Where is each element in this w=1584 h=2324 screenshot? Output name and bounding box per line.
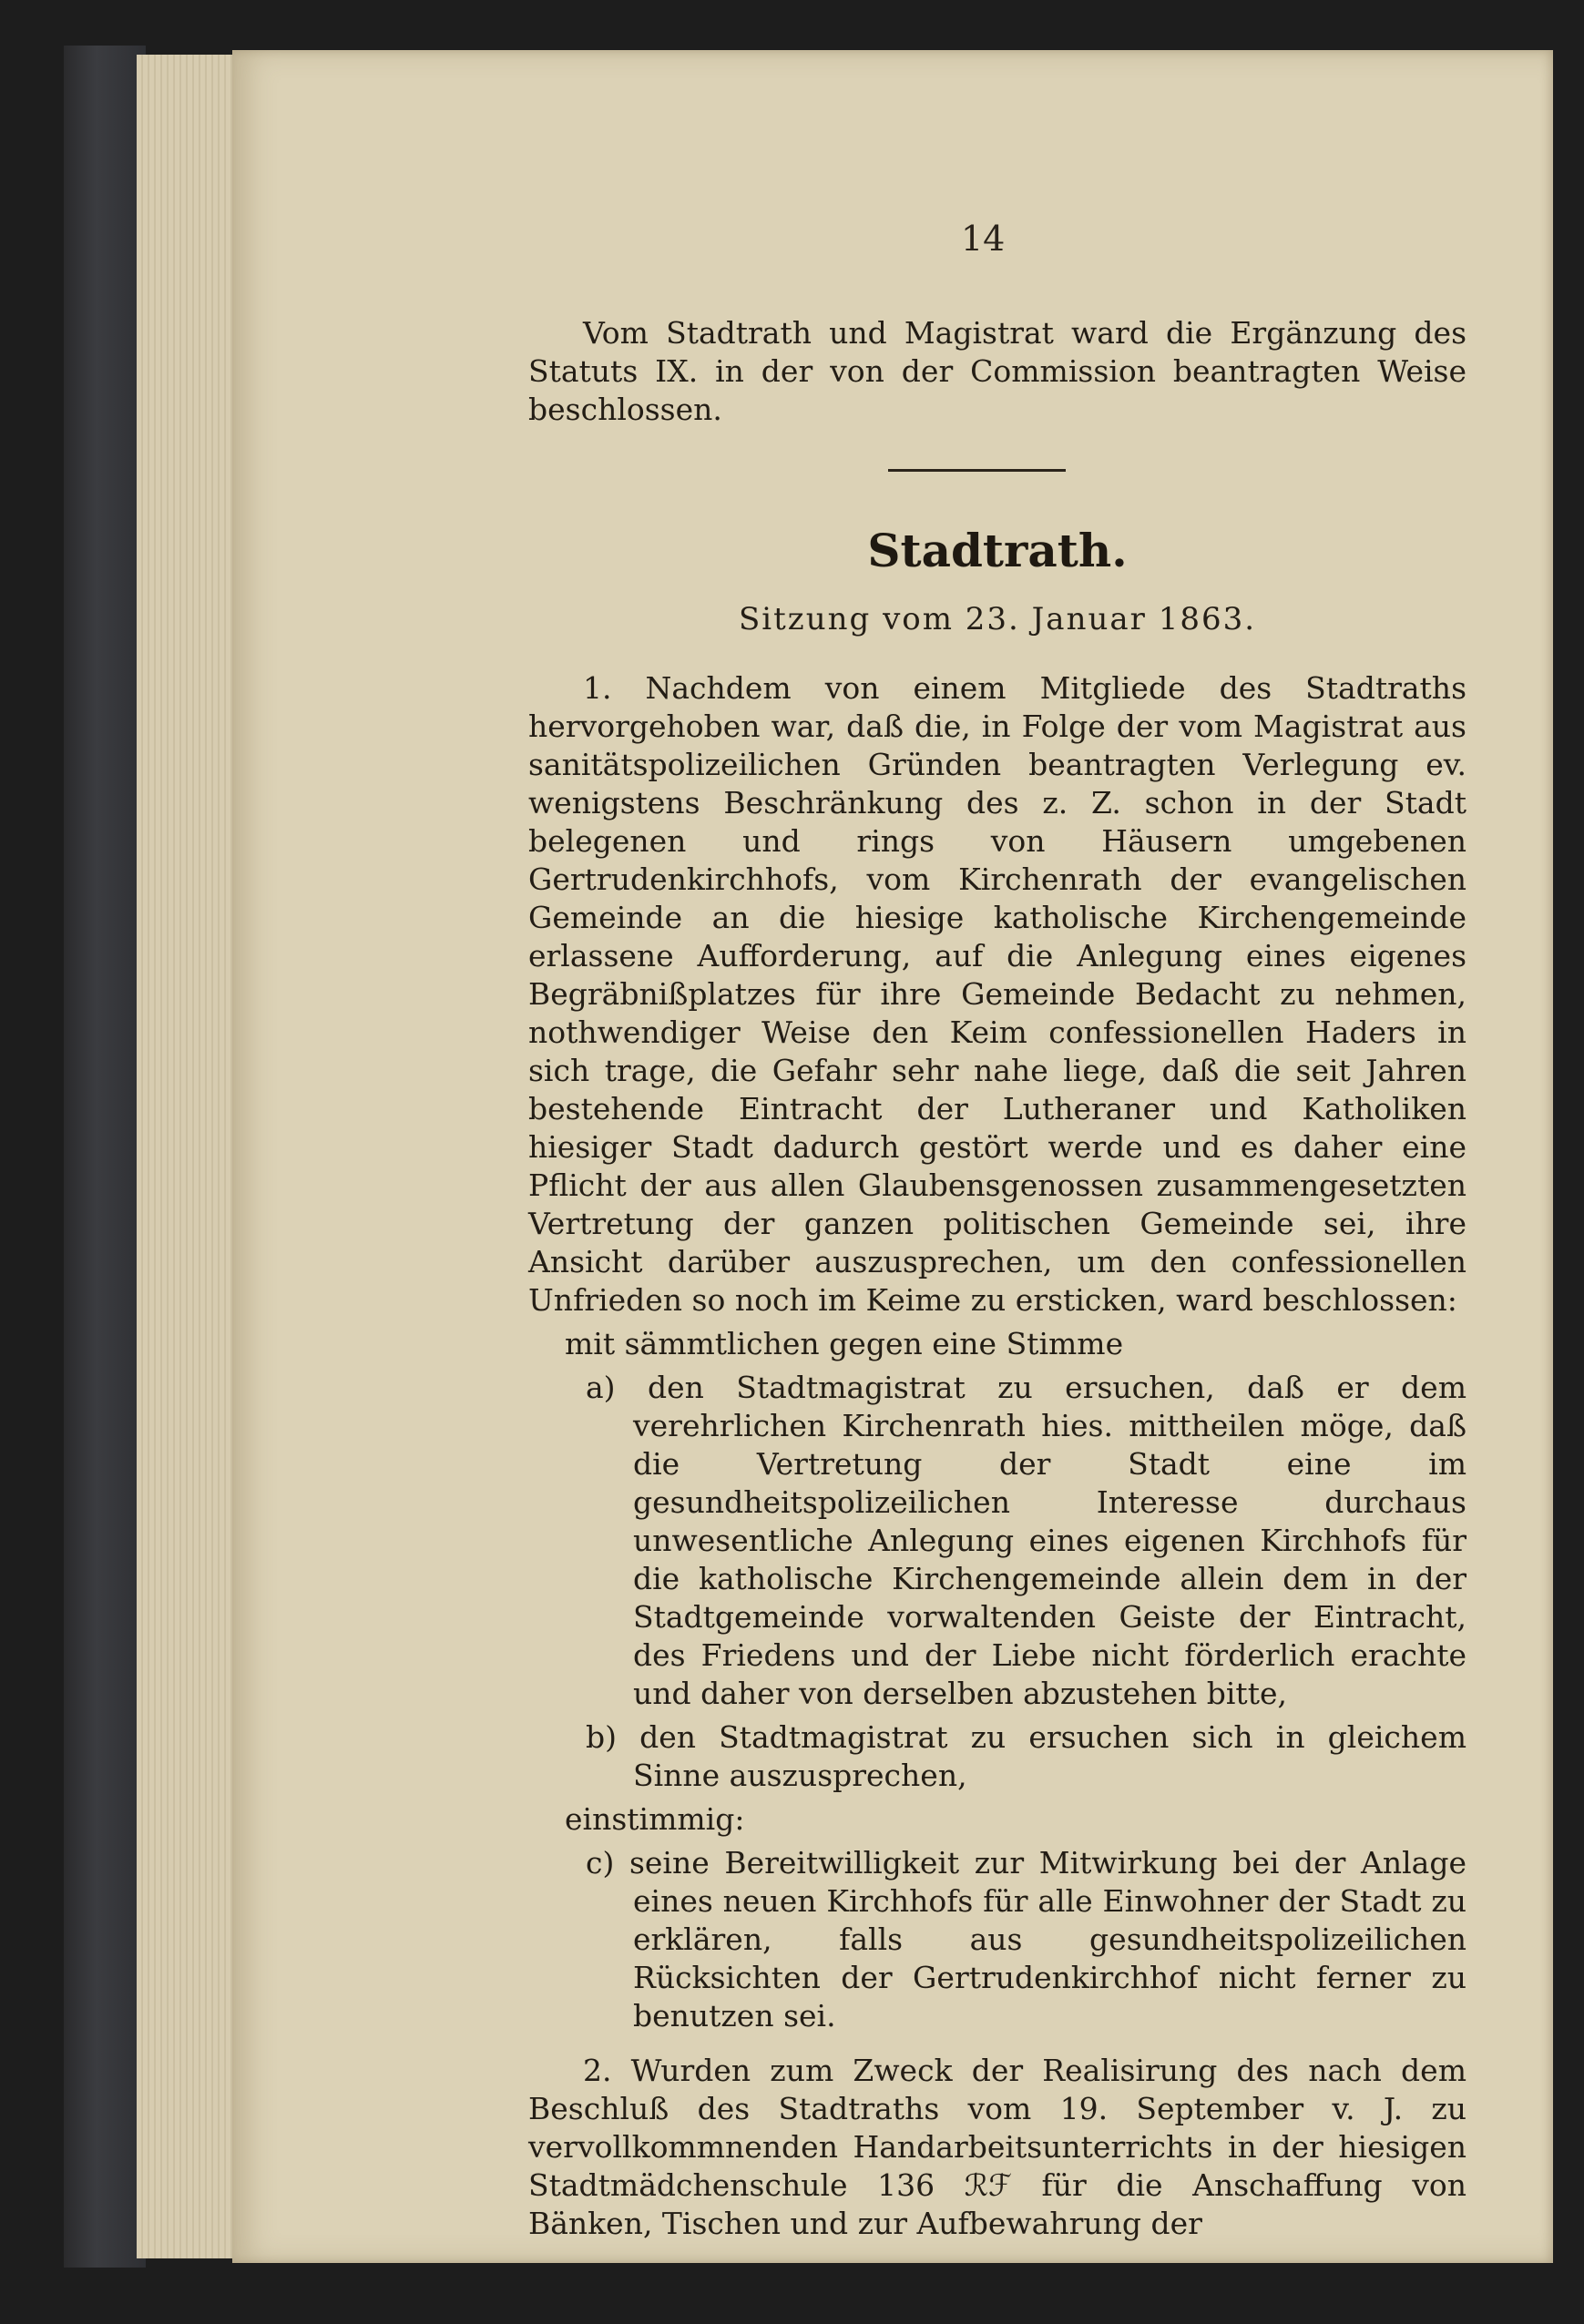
book-cover-edge bbox=[64, 46, 146, 2268]
intro-paragraph: Vom Stadtrath und Magistrat ward die Ergänzung des Statuts IX. in der von der Commission beantragten Weise beschlossen. bbox=[528, 315, 1466, 427]
session-date: Sitzung vom 23. Januar 1863. bbox=[738, 601, 1257, 637]
item-1-paragraph: 1. Nachdem von einem Mitgliede des Stadtraths hervorgehoben war, daß die, in Folge der vom Magistrat aus sanitätspolizeilichen Gründen beantragten Verlegung ev. wenigstens Beschränkung des z. Z. schon in der Stadt belegenen und rings von Häusern umgebenen Gertrudenkirchhofs, vom Kirchenrath der evangelischen Gemeinde an die hiesige katholische Kirchengemeinde erlassene Aufforderung, auf die Anlegung eines eigenes Begräbnißplatzes für ihre Gemeinde Bedacht zu nehmen, nothwendiger Weise den Keim confessionellen Haders in sich trage, die Gefahr sehr nahe liege, daß die seit Jahren bestehende Eintracht der Lutheraner und Katholiken hiesiger Stadt dadurch gestört werde und es daher eine Pflicht der aus allen Glaubensgenossen zusammengesetzten Vertretung der ganzen politischen Gemeinde sei, ihre Ansicht darüber auszusprechen, um den confessionellen Unfrieden so noch im Keime zu ersticken, ward beschlossen: bbox=[528, 670, 1466, 1318]
sub-item-b: b) den Stadtmagistrat zu ersuchen sich in gleichem Sinne auszusprechen, bbox=[586, 1719, 1466, 1793]
item-2-paragraph: 2. Wurden zum Zweck der Realisirung des nach dem Beschluß des Stadtraths vom 19. September v. J. zu vervollkommnenden Handarbeitsunterrichts in der hiesigen Stadtmädchenschule 136 ℛℱ für die Anschaffung von Bänken, Tischen und zur Aufbewahrung der bbox=[528, 2053, 1466, 2241]
section-heading: Stadtrath. bbox=[867, 524, 1128, 577]
page-number: 14 bbox=[961, 219, 1006, 259]
minutes-body bbox=[528, 669, 1466, 2248]
section-divider bbox=[888, 469, 1066, 472]
sub-item-c: c) seine Bereitwilligkeit zur Mitwirkung bei der Anlage eines neuen Kirchhofs für alle Einwohner der Stadt zu erklären, falls aus gesundheitspolizeilichen Rücksichten der Gertrudenkirchhof nicht ferner zu benutzen sei. bbox=[586, 1845, 1466, 2034]
vote-majority-line: mit sämmtlichen gegen eine Stimme bbox=[565, 1326, 1124, 1361]
vote-unanimous-line: einstimmig: bbox=[565, 1801, 745, 1837]
page-edges bbox=[137, 55, 246, 2258]
sub-item-a: a) den Stadtmagistrat zu ersuchen, daß er dem verehrlichen Kirchenrath hies. mittheilen möge, daß die Vertretung der Stadt eine im gesundheitspolizeilichen Interesse durchaus unwesentliche Anlegung eines eigenen Kirchhofs für die katholische Kirchengemeinde allein dem in der Stadtgemeinde vorwaltenden Geiste der Eintracht, des Friedens und der Liebe nicht förderlich erachte und daher von derselben abzustehen bitte, bbox=[586, 1370, 1466, 1711]
